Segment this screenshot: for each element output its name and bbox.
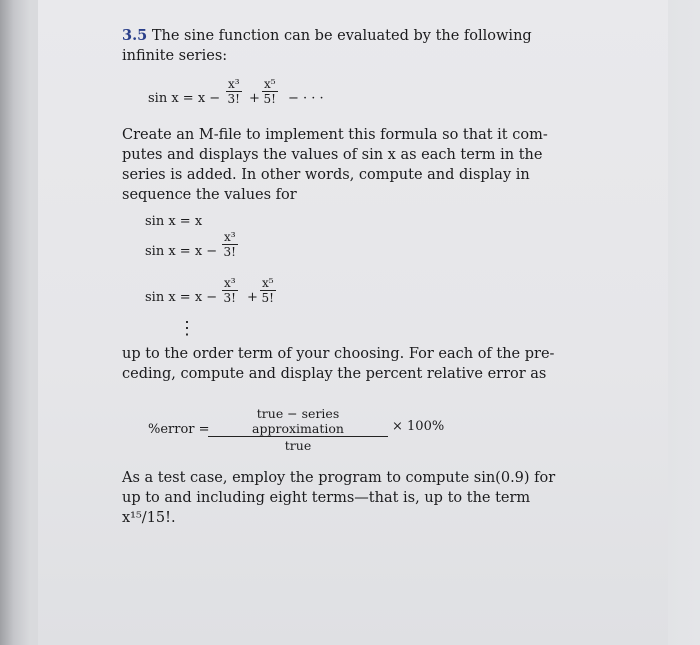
textbook-page [38, 0, 668, 645]
error-times: × 100% [392, 419, 445, 434]
sequence-formula-1: sin x = x [145, 214, 203, 229]
error-lhs: %error = [148, 422, 210, 437]
series-term-x3: $\frac{\text{x³}}{3!}$ [227, 77, 241, 106]
sequence-2-term-x3: $\frac{\text{x³}}{3!}$ [223, 230, 237, 259]
body-line-3: series is added. In other words, compute and display in [122, 167, 530, 183]
error-fraction: true − series approximation true [208, 406, 388, 454]
body-line-1: Create an M-file to implement this formula so that it com- [122, 127, 548, 143]
intro-line-2: infinite series: [122, 48, 228, 64]
sequence-formula-3-lhs: sin x = x − [145, 290, 218, 305]
problem-heading [122, 26, 532, 46]
after-line-2: ceding, compute and display the percent relative error as [122, 366, 547, 382]
vertical-ellipsis: ⋮ [178, 318, 196, 339]
series-lhs: sin x = x − [148, 91, 221, 106]
after-line-1: up to the order term of your choosing. For each of the pre- [122, 346, 555, 362]
intro-line-1: The sine function can be evaluated by the following [151, 28, 532, 44]
sequence-3-term-x3: $\frac{\text{x³}}{3!}$ [223, 276, 237, 305]
test-line-3: x¹⁵/15!. [122, 510, 176, 526]
sequence-3-plus: + [247, 290, 258, 305]
body-line-4: sequence the values for [122, 187, 297, 203]
body-line-2: putes and displays the values of sin x as each term in the [122, 147, 543, 163]
series-plus: + [249, 91, 260, 106]
problem-number: 3.5 [122, 27, 148, 44]
sequence-3-term-x5: $\frac{\text{x⁵}}{5!}$ [261, 276, 275, 305]
test-line-1: As a test case, employ the program to compute sin(0.9) for [122, 470, 556, 486]
test-line-2: up to and including eight terms—that is, up to the term [122, 490, 531, 506]
series-tail: − · · · [288, 91, 324, 106]
series-term-x5: $\frac{\text{x⁵}}{5!}$ [263, 77, 277, 106]
sequence-formula-2-lhs: sin x = x − [145, 244, 218, 259]
